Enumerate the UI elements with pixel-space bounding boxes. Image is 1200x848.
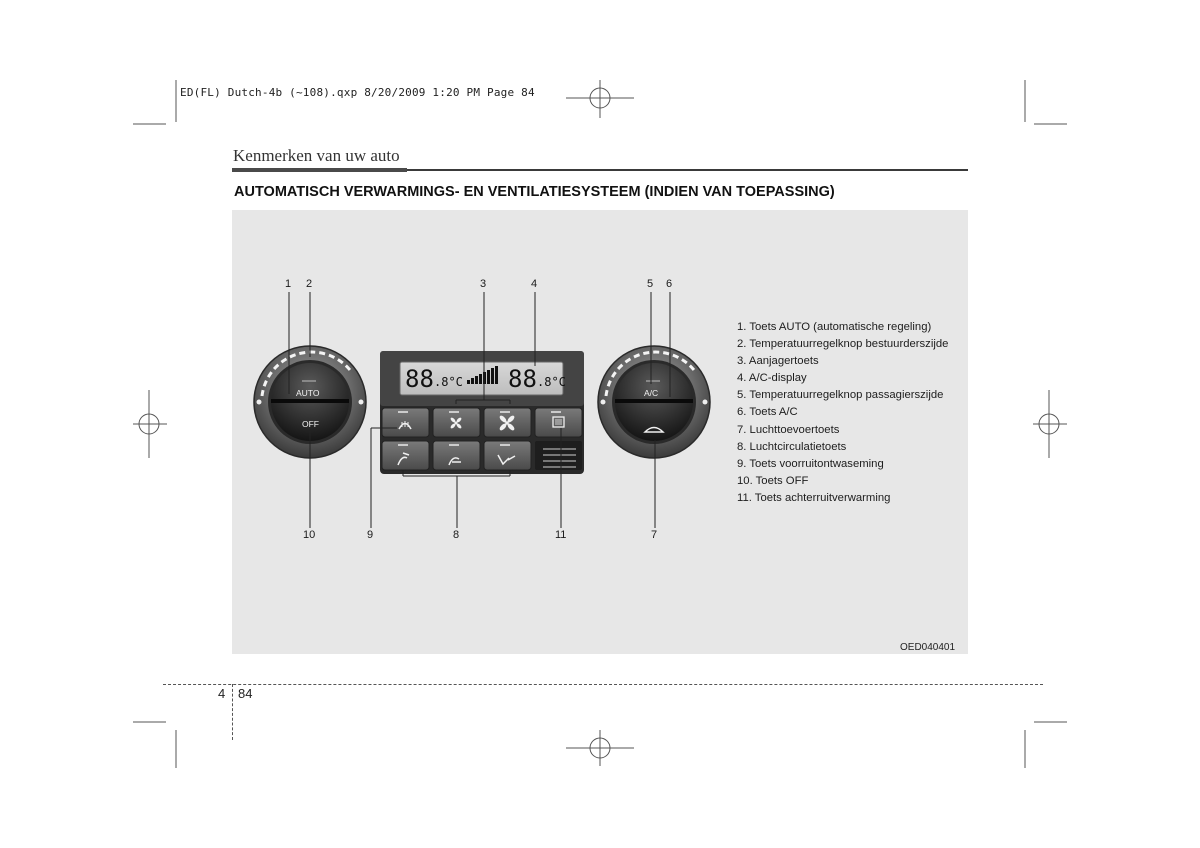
legend-item: 9. Toets voorruitontwaseming (737, 457, 884, 470)
auto-button-label[interactable]: AUTO (296, 388, 320, 398)
mode-floor-button[interactable] (433, 441, 480, 470)
section-title: Kenmerken van uw auto (233, 146, 400, 165)
footer-divider (232, 684, 233, 740)
ac-button-label[interactable]: A/C (644, 388, 659, 398)
callout-7: 7 (651, 529, 658, 541)
mode-face-button[interactable] (382, 441, 429, 470)
callout-11: 11 (555, 529, 567, 541)
legend-item: 8. Luchtcirculatietoets (737, 440, 847, 453)
legend-list (737, 319, 948, 507)
print-meta: ED(FL) Dutch-4b (~108).qxp 8/20/2009 1:20 PM Page 84 (180, 86, 535, 99)
page-number: 84 (238, 686, 253, 701)
callout-8: 8 (453, 529, 460, 541)
figure-code: OED040401 (900, 642, 956, 653)
legend-item: 3. Aanjagertoets (737, 355, 819, 368)
lcd-left-unit: .8°C (434, 375, 463, 389)
legend-item: 1. Toets AUTO (automatische regeling) (737, 321, 932, 333)
legend-item: 11. Toets achterruitverwarming (737, 491, 891, 504)
legend-item: 6. Toets A/C (737, 406, 798, 419)
footer-rule (163, 684, 1043, 685)
legend-item: 10. Toets OFF (737, 474, 809, 487)
rear-defrost-button[interactable] (535, 408, 582, 437)
callout-9: 9 (367, 529, 374, 541)
callout-5: 5 (647, 278, 654, 290)
main-heading: AUTOMATISCH VERWARMINGS- EN VENTILATIESYSTEEM (INDIEN VAN TOEPASSING) (234, 184, 835, 200)
legend-item: 4. A/C-display (737, 372, 807, 385)
lcd-left-temp: 88 (405, 365, 434, 393)
mode-face-floor-button[interactable] (484, 441, 531, 470)
callout-6: 6 (666, 278, 673, 290)
off-button-label[interactable]: OFF (302, 419, 319, 429)
legend-item: 5. Temperatuurregelknop passagierszijde (737, 389, 944, 402)
callout-3: 3 (480, 278, 487, 290)
right-temperature-knob[interactable] (598, 346, 710, 458)
page-section-number: 4 (218, 686, 226, 701)
callout-4: 4 (531, 278, 538, 290)
callout-1: 1 (285, 278, 292, 290)
vent-grille (535, 441, 582, 470)
legend-item: 2. Temperatuurregelknop bestuurderszijde (737, 338, 949, 351)
callout-10: 10 (303, 529, 316, 541)
lcd-right-unit: .8°C (537, 375, 566, 389)
callout-2: 2 (306, 278, 313, 290)
lcd-right-temp: 88 (508, 365, 537, 393)
legend-item: 7. Luchttoevoertoets (737, 423, 840, 436)
